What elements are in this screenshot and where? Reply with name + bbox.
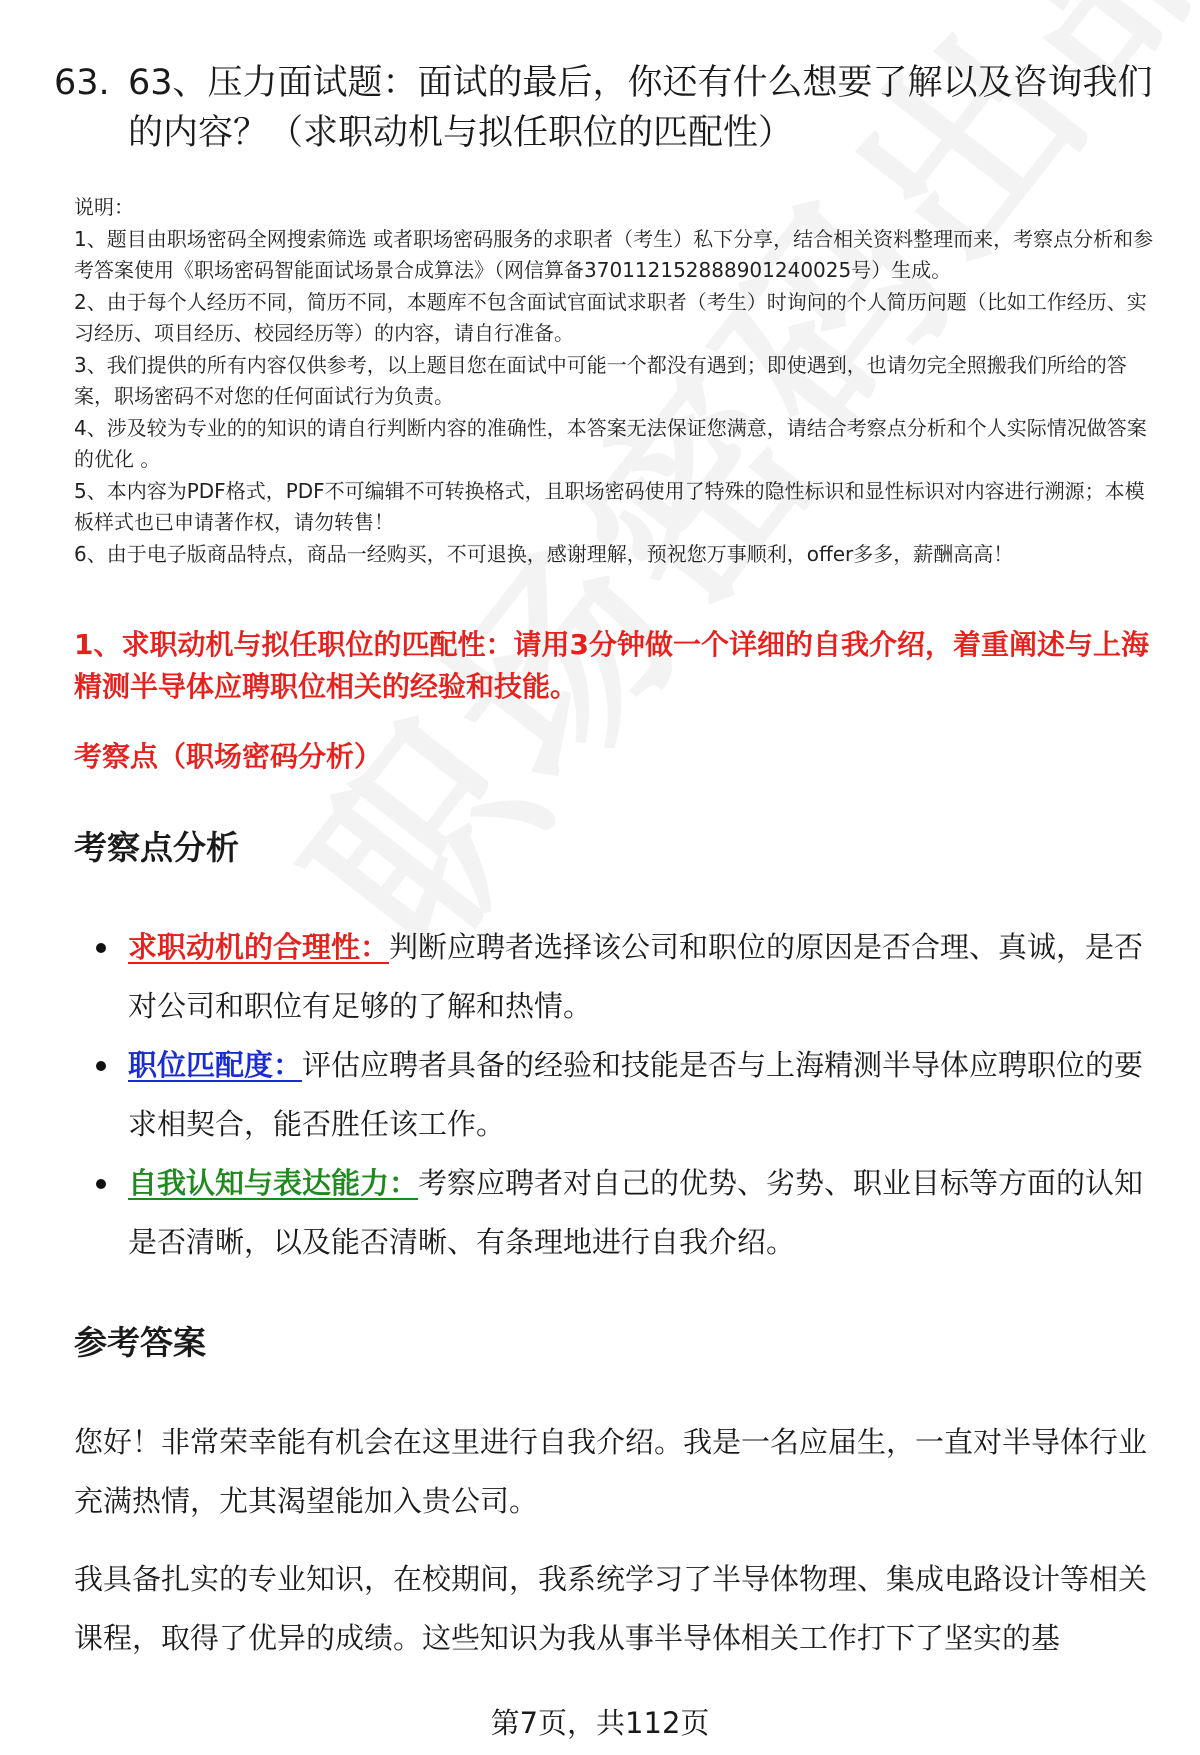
bullet-dot-icon <box>96 1179 106 1189</box>
list-item <box>96 1036 1156 1154</box>
bullet-text: 考察应聘者对自己的优势、劣势、职业目标等方面的认知是否清晰，以及能否清晰、有条理地进行自我介绍。 <box>128 1166 1144 1259</box>
notes-section <box>74 192 1164 570</box>
question-text: 63、压力面试题：面试的最后，你还有什么想要了解以及咨询我们的内容？（求职动机与拟任职位的匹配性） <box>128 63 1153 153</box>
bullet-keyword: 自我认知与表达能力： <box>128 1166 419 1200</box>
bullet-dot-icon <box>96 943 106 953</box>
answer-paragraph: 我具备扎实的专业知识，在校期间，我系统学习了半导体物理、集成电路设计等相关课程，取得了优异的成绩。这些知识为我从事半导体相关工作打下了坚实的基 <box>74 1562 1148 1655</box>
bullet-keyword: 职位匹配度： <box>128 1048 303 1082</box>
list-item <box>96 1154 1156 1272</box>
answer-paragraph: 您好！非常荣幸能有机会在这里进行自我介绍。我是一名应届生，一直对半导体行业充满热情，尤其渴望能加入贵公司。 <box>74 1425 1148 1518</box>
note-item: 2、由于每个人经历不同，简历不同，本题库不包含面试官面试求职者（考生）时询问的个人简历问题（比如工作经历、实习经历、项目经历、校园经历等）的内容，请自行准备。 <box>74 289 1147 345</box>
note-item: 3、我们提供的所有内容仅供参考，以上题目您在面试中可能一个都没有遇到；即使遇到，也请勿完全照搬我们所给的答案，职场密码不对您的任何面试行为负责。 <box>74 352 1127 408</box>
answer-body <box>74 1413 1159 1687</box>
answer-heading: 参考答案 <box>74 1323 206 1362</box>
note-item: 6、由于电子版商品特点，商品一经购买，不可退换，感谢理解，预祝您万事顺利，offer多多，薪酬高高！ <box>74 541 1014 566</box>
bullet-keyword: 求职动机的合理性： <box>128 930 390 964</box>
note-item: 4、涉及较为专业的的知识的请自行判断内容的准确性，本答案无法保证您满意，请结合考察点分析和个人实际情况做答案的优化 。 <box>74 415 1147 471</box>
question-title <box>54 58 1154 158</box>
notes-heading: 说明： <box>74 195 134 219</box>
kcd-label: 考察点（职场密码分析） <box>74 740 383 773</box>
list-item <box>96 918 1156 1036</box>
note-item: 5、本内容为PDF格式，PDF不可编辑不可转换格式，且职场密码使用了特殊的隐性标识和显性标识对内容进行溯源；本模板样式也已申请著作权，请勿转售！ <box>74 478 1145 534</box>
analysis-heading: 考察点分析 <box>74 828 239 867</box>
question-number: 63. <box>54 63 110 103</box>
sub-question: 1、求职动机与拟任职位的匹配性：请用3分钟做一个详细的自我介绍，着重阐述与上海精测半导体应聘职位相关的经验和技能。 <box>74 628 1149 703</box>
analysis-list <box>96 918 1156 1272</box>
page-footer: 第7页，共112页 <box>490 1706 710 1740</box>
bullet-dot-icon <box>96 1061 106 1071</box>
note-item: 1、题目由职场密码全网搜索筛选 或者职场密码服务的求职者（考生）私下分享，结合相关资料整理而来，考察点分析和参考答案使用《职场密码智能面试场景合成算法》（网信算备370112152888901240025号）生成。 <box>74 226 1154 282</box>
bullet-text: 评估应聘者具备的经验和技能是否与上海精测半导体应聘职位的要求相契合，能否胜任该工作。 <box>128 1048 1144 1141</box>
bullet-text: 判断应聘者选择该公司和职位的原因是否合理、真诚，是否对公司和职位有足够的了解和热情。 <box>128 930 1144 1023</box>
